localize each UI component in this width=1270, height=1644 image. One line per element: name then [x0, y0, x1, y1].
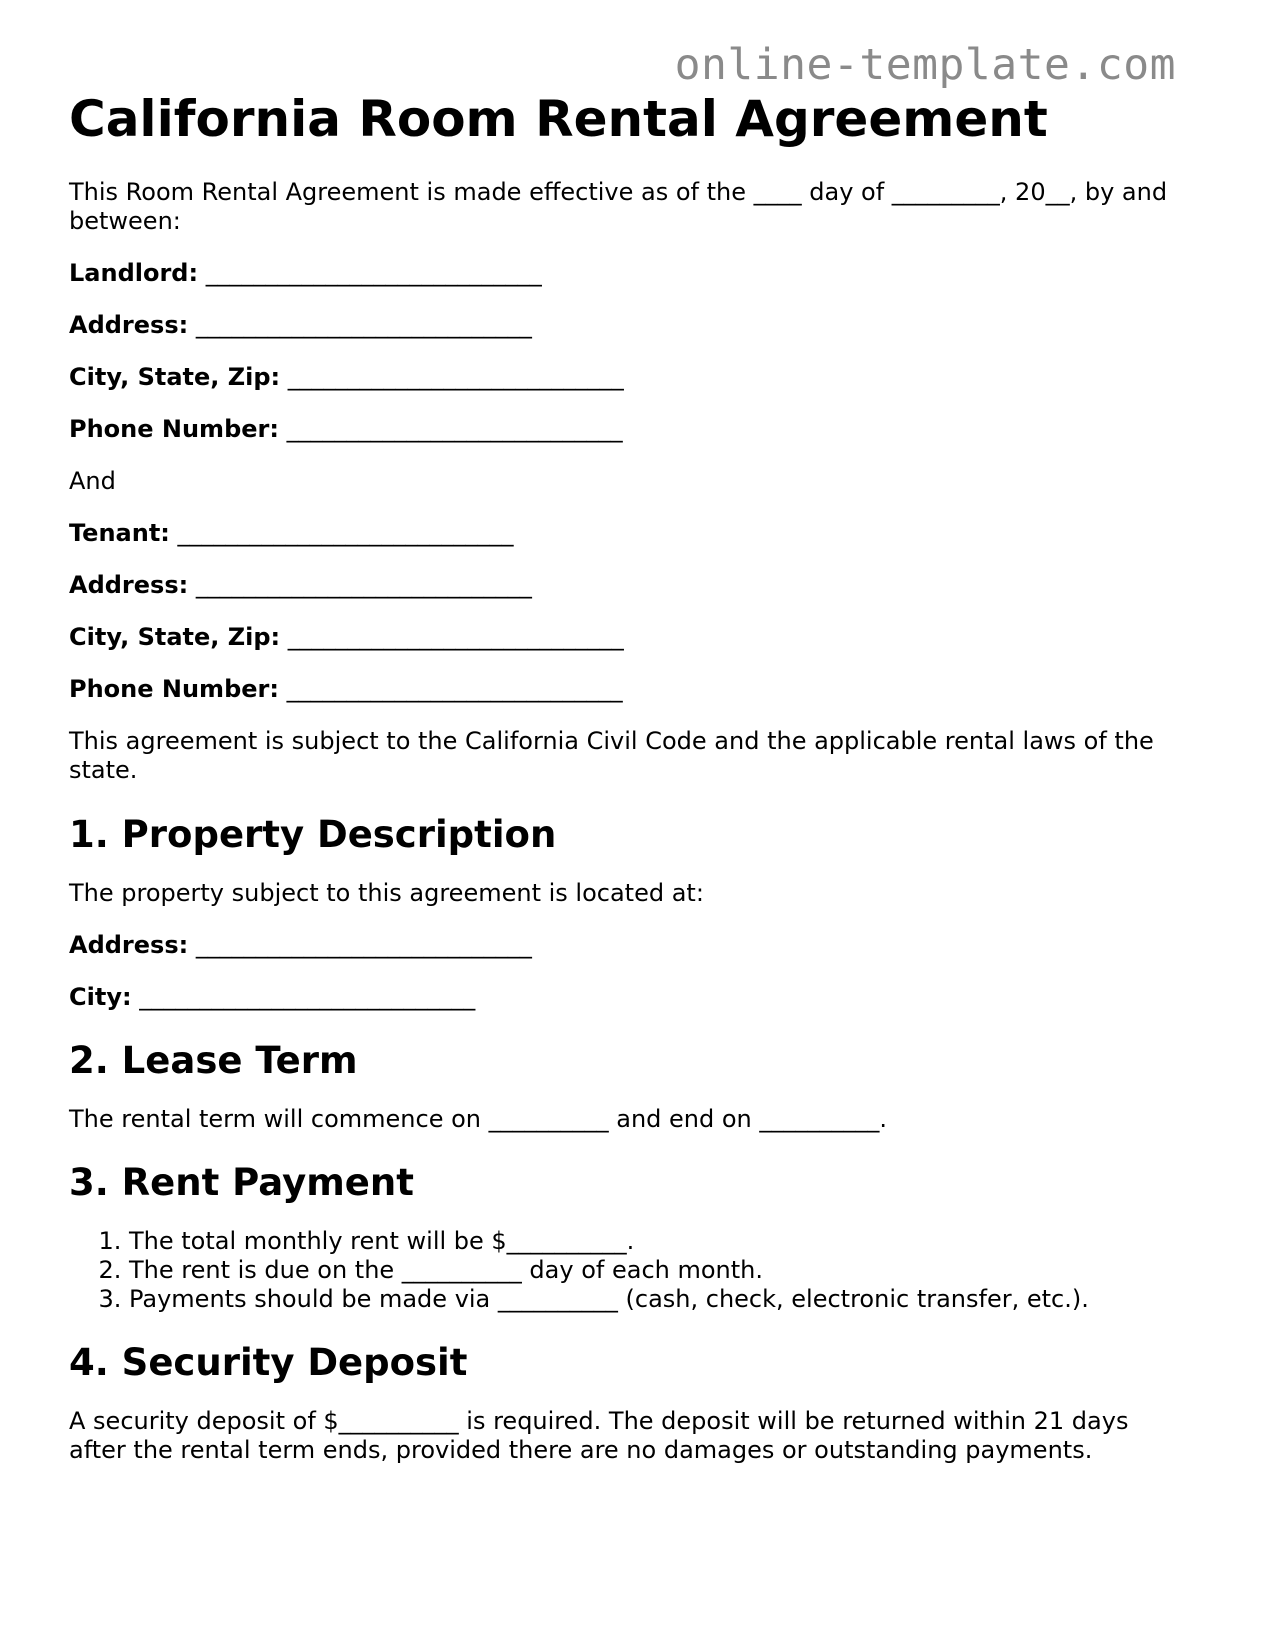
- tenant-name-blank[interactable]: ____________________________: [177, 519, 514, 547]
- section-heading-lease-term: 2. Lease Term: [69, 1039, 358, 1082]
- property-address-field[interactable]: [69, 931, 1189, 960]
- document-title: California Room Rental Agreement: [69, 90, 1048, 148]
- landlord-address-field[interactable]: [69, 311, 1189, 340]
- tenant-address-blank[interactable]: ____________________________: [195, 571, 532, 599]
- landlord-phone-field[interactable]: [69, 415, 1189, 444]
- landlord-city-blank[interactable]: ____________________________: [287, 363, 624, 391]
- civil-code-note: This agreement is subject to the California Civil Code and the applicable rental laws of the state.: [69, 727, 1154, 784]
- section-heading-property: 1. Property Description: [69, 813, 557, 856]
- tenant-city-label: City, State, Zip:: [69, 623, 281, 651]
- tenant-name-field[interactable]: [69, 519, 1189, 548]
- tenant-address-field[interactable]: [69, 571, 1189, 600]
- section-heading-rent-payment: 3. Rent Payment: [69, 1161, 414, 1204]
- intro-paragraph: This Room Rental Agreement is made effective as of the ____ day of _________, 20__, by and between:: [69, 178, 1168, 235]
- property-address-label: Address:: [69, 931, 189, 959]
- property-city-field[interactable]: [69, 983, 1189, 1012]
- rent-term-item: 2. The rent is due on the __________ day of each month.: [129, 1256, 1189, 1285]
- tenant-name-label: Tenant:: [69, 519, 170, 547]
- landlord-name-blank[interactable]: ____________________________: [205, 259, 542, 287]
- tenant-phone-label: Phone Number:: [69, 675, 279, 703]
- landlord-city-label: City, State, Zip:: [69, 363, 281, 391]
- tenant-address-label: Address:: [69, 571, 189, 599]
- landlord-phone-label: Phone Number:: [69, 415, 279, 443]
- property-address-blank[interactable]: ____________________________: [195, 931, 532, 959]
- landlord-address-blank[interactable]: ____________________________: [195, 311, 532, 339]
- document-page: [69, 86, 1189, 1465]
- tenant-phone-blank[interactable]: ____________________________: [286, 675, 623, 703]
- and-separator: And: [69, 467, 116, 495]
- property-city-label: City:: [69, 983, 132, 1011]
- landlord-phone-blank[interactable]: ____________________________: [286, 415, 623, 443]
- rent-term-item: 3. Payments should be made via __________ (cash, check, electronic transfer, etc.).: [129, 1285, 1189, 1314]
- tenant-city-field[interactable]: [69, 623, 1189, 652]
- rent-term-item: 1. The total monthly rent will be $__________.: [129, 1227, 1189, 1256]
- landlord-address-label: Address:: [69, 311, 189, 339]
- tenant-phone-field[interactable]: [69, 675, 1189, 704]
- property-intro: The property subject to this agreement is located at:: [69, 879, 704, 907]
- tenant-city-blank[interactable]: ____________________________: [287, 623, 624, 651]
- landlord-city-field[interactable]: [69, 363, 1189, 392]
- section-heading-security-deposit: 4. Security Deposit: [69, 1341, 468, 1384]
- property-city-blank[interactable]: ____________________________: [139, 983, 476, 1011]
- site-watermark: online-template.com: [674, 40, 1176, 90]
- security-deposit-text: A security deposit of $__________ is required. The deposit will be returned within 21 days after the rental term ends, provided there are no damages or outstanding payments.: [69, 1407, 1129, 1464]
- lease-term-text: The rental term will commence on __________ and end on __________.: [69, 1105, 888, 1133]
- landlord-name-label: Landlord:: [69, 259, 199, 287]
- rent-terms-list: [69, 1227, 1189, 1314]
- landlord-name-field[interactable]: [69, 259, 1189, 288]
